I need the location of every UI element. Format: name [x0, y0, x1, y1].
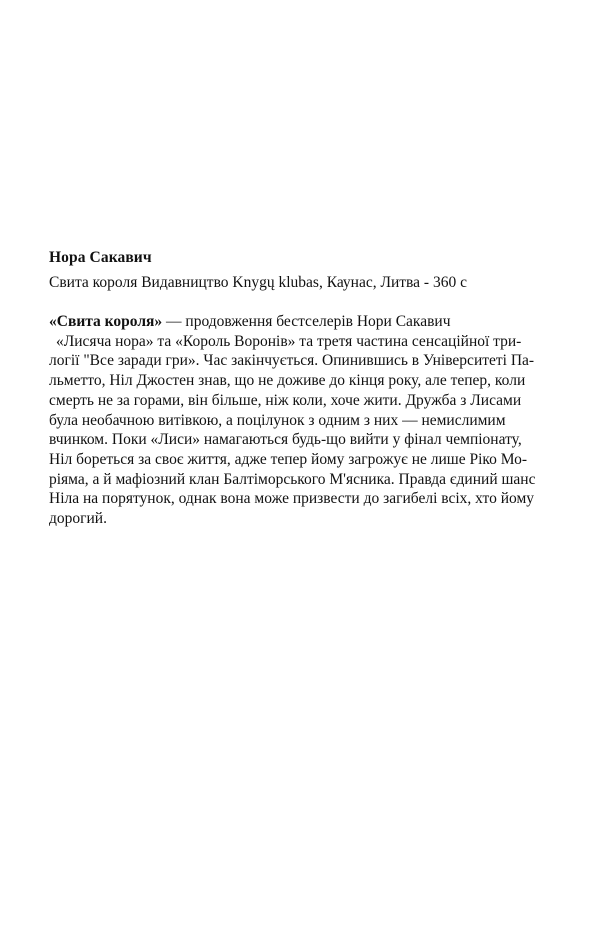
annotation-line-1: [49, 312, 561, 332]
annotation-line: Ніла на порятунок, однак вона може призвести до загибелі всіх, хто йому: [49, 490, 535, 508]
bibliographic-line: Свита короля Видавництво Knygų klubas, Каунас, Литва - 360 с: [49, 274, 467, 291]
book-title-bold: «Свита короля»: [49, 313, 163, 330]
annotation-line: Ніл бореться за своє життя, адже тепер йому загрожує не лише Ріко Мо-: [49, 450, 528, 468]
annotation-line: «Лисяча нора» та «Король Воронів» та третя частина сенсаційної три-: [56, 332, 522, 350]
annotation-line: логії "Все заради гри». Час закінчується. Опинившись в Університеті Па-: [49, 352, 535, 370]
annotation-line: була необачною витівкою, а поцілунок з одним з них — немислимим: [49, 411, 506, 429]
author-name: Нора Сакавич: [49, 249, 152, 266]
annotation-line-1-text: — продовження бестселерів Нори Сакавич: [162, 313, 451, 330]
annotation-line: вчинком. Поки «Лиси» намагаються будь-що вийти у фінал чемпіонату,: [49, 431, 522, 449]
annotation-line: смерть не за горами, він більше, ніж коли, хоче жити. Дружба з Лисами: [49, 391, 522, 409]
book-annotation: [49, 312, 561, 529]
annotation-line: льметто, Ніл Джостен знав, що не доживе до кінця року, але тепер, коли: [49, 372, 526, 390]
annotation-line: дорогий.: [49, 510, 107, 528]
annotation-line: ріяма, а й мафіозний клан Балтіморського М'ясника. Правда єдиний шанс: [49, 470, 536, 488]
